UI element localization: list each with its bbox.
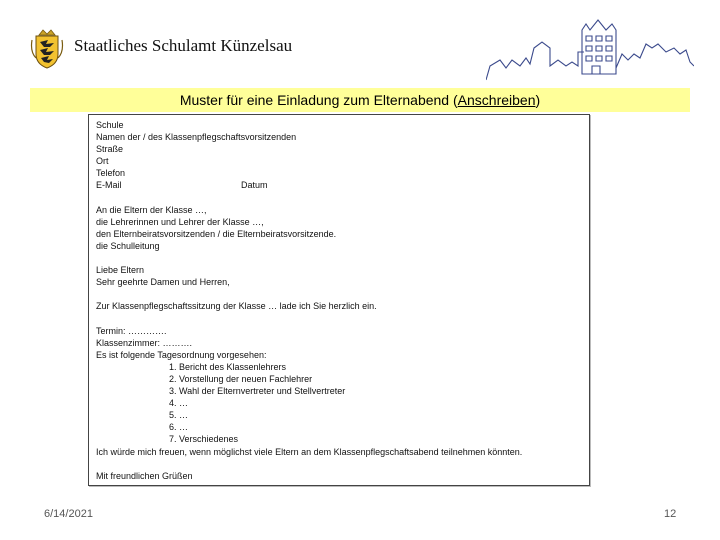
title-banner <box>30 88 690 112</box>
greeting-line: Sehr geehrte Damen und Herren, <box>96 277 230 288</box>
town-skyline-icon <box>486 14 694 86</box>
page-number: 12 <box>664 508 677 520</box>
invitation-sentence: Zur Klassenpflegschaftssitzung der Klasse … lade ich Sie herzlich ein. <box>96 301 377 312</box>
agenda-item: 5. … <box>169 410 189 421</box>
agenda-item: 7. Verschiedenes <box>169 434 239 445</box>
agenda-item: 1. Bericht des Klassenlehrers <box>169 361 287 372</box>
title-suffix: ) <box>535 92 541 108</box>
footer-date: 6/14/2021 <box>44 508 93 520</box>
title-underlined-word: Anschreiben <box>457 92 536 108</box>
agenda-intro: Es ist folgende Tagesordnung vorgesehen: <box>96 349 267 360</box>
invitation-letter <box>88 114 590 486</box>
sign-off: Mit freundlichen Grüßen <box>96 470 193 481</box>
agenda-item: 6. … <box>169 422 189 433</box>
recipient-line: die Lehrerinnen und Lehrer der Klasse …, <box>96 216 264 227</box>
meeting-date: Termin: …………. <box>96 325 167 336</box>
closing-sentence: Ich würde mich freuen, wenn möglichst viele Eltern an dem Klassenpflegschaftsabend teilnehmen könnten. <box>96 446 523 457</box>
title-prefix: Muster für eine Einladung zum Elternabend ( <box>179 92 458 108</box>
greeting-line: Liebe Eltern <box>96 265 145 276</box>
recipient-line: die Schulleitung <box>96 240 160 251</box>
coat-of-arms-icon <box>30 26 64 70</box>
organization-name: Staatliches Schulamt Künzelsau <box>74 36 293 55</box>
page-title <box>180 92 540 108</box>
agenda-item: 3. Wahl der Elternvertreter und Stellvertreter <box>169 386 346 397</box>
recipient-line: den Elternbeiratsvorsitzenden / die Elternbeiratsvorsitzende. <box>96 228 337 239</box>
letter-date: Datum <box>241 180 268 191</box>
sender-street: Straße <box>96 144 124 155</box>
agenda-item: 4. … <box>169 398 189 409</box>
sender-email: E-Mail <box>96 180 122 191</box>
sender-city: Ort <box>96 156 109 167</box>
agenda-item: 2. Vorstellung der neuen Fachlehrer <box>169 373 313 384</box>
sender-name: Namen der / des Klassenpflegschaftsvorsitzenden <box>96 132 297 143</box>
meeting-room: Klassenzimmer: ………. <box>96 337 193 348</box>
sender-phone: Telefon <box>96 168 126 179</box>
recipient-line: An die Eltern der Klasse …, <box>96 204 207 215</box>
sender-school: Schule <box>96 120 124 130</box>
sender-email-date-row <box>96 179 583 191</box>
